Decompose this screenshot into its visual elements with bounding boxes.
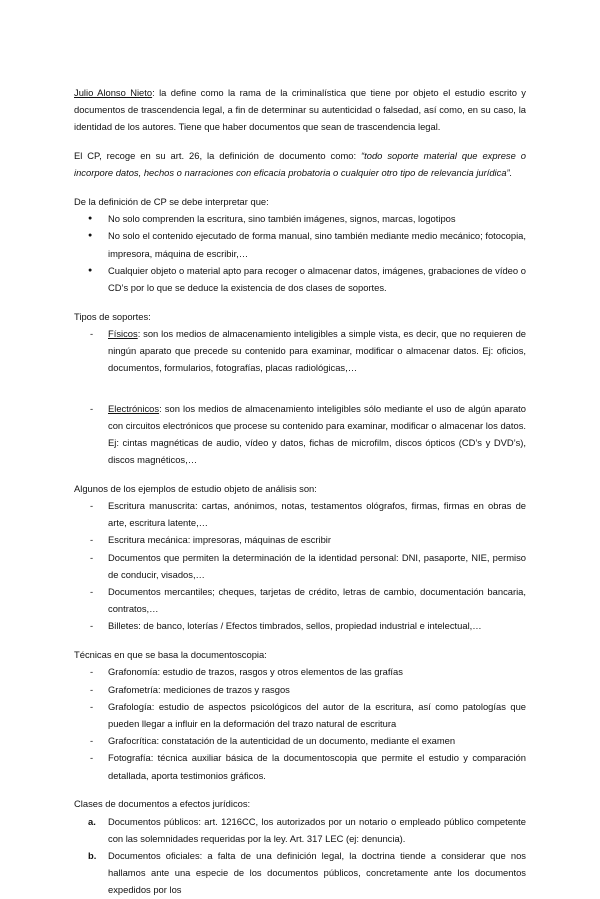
electronicos-text: : son los medios de almacenamiento inteligibles sólo mediante el uso de algún aparato con circuitos electrónicos que procese su contenido para examinar, modificar o almacenar los datos. Ej: cintas magnéticas de audio, vídeo y datos, fichas de microfilm, discos ópticos (CD’s y DVD’s), discos magnéticos,… bbox=[108, 402, 526, 466]
tecnicas-title: Técnicas en que se basa la documentoscopia: bbox=[74, 649, 267, 661]
list-item-electronicos bbox=[74, 400, 526, 469]
cp-intro: De la definición de CP se debe interpretar que: bbox=[74, 196, 269, 208]
list-marker: b. bbox=[88, 849, 97, 861]
cp-lead-text: El CP, recoge en su art. 26, la definición de documento como: bbox=[74, 150, 362, 162]
list-item: - Escritura manuscrita: cartas, anónimos, notas, testamentos ológrafos, firmas, firmas en obras de arte, escritura latente,… bbox=[74, 497, 526, 531]
definition-text: : la define como la rama de la criminalística que tiene por objeto el estudio escrito y documentos de trascendencia legal, a fin de determinar su autenticidad o falsedad, así como, en su caso, la identidad de los autores. Tiene que haber documentos que sean de trascendencia legal. bbox=[74, 87, 526, 133]
list-item: - Grafología: estudio de aspectos psicológicos del autor de la escritura, así como patologías que pueden llegar a influir en la deformación del trazo natural de escritura bbox=[74, 698, 526, 732]
list-item: - Documentos mercantiles; cheques, tarjetas de crédito, letras de cambio, documentación bancaria, contratos,… bbox=[74, 583, 526, 617]
cp-list bbox=[74, 210, 526, 296]
fisicos-label: Físicos bbox=[108, 327, 138, 339]
list-marker: a. bbox=[88, 815, 96, 827]
list-item-fisicos bbox=[74, 325, 526, 377]
cp-quote: “todo soporte material que exprese o incorpore datos, hechos o narraciones con eficacia probatoria o cualquier otro tipo de relevancia jurídica”. bbox=[74, 150, 526, 179]
list-item: ● Cualquier objeto o material apto para recoger o almacenar datos, imágenes, grabaciones de vídeo o CD’s por lo que se deduce la existencia de dos clases de soportes. bbox=[74, 262, 526, 296]
clases-list bbox=[74, 813, 526, 899]
author-name: Julio Alonso Nieto bbox=[74, 87, 153, 98]
tecnicas-list bbox=[74, 663, 526, 783]
clases-title: Clases de documentos a efectos jurídicos: bbox=[74, 798, 251, 810]
list-item: - Documentos que permiten la determinación de la identidad personal: DNI, pasaporte, NIE, permiso de conducir, visados,… bbox=[74, 549, 526, 583]
list-item: - Grafonomía: estudio de trazos, rasgos y otros elementos de las grafías bbox=[74, 663, 526, 680]
list-item: - Fotografía: técnica auxiliar básica de la documentoscopia que permite el estudio y comparación detallada, aporta testimonios gráficos. bbox=[74, 749, 526, 783]
electronicos-label: Electrónicos bbox=[108, 402, 160, 414]
fisicos-text: : son los medios de almacenamiento inteligibles a simple vista, es decir, que no requieren de ningún aparato que precede su contenido para examinar, modificar o almacenar datos. Ej: oficios, documentos, formularios, fotografías, placas radiológicas,… bbox=[108, 327, 526, 374]
document-page bbox=[74, 84, 526, 899]
list-item-text: Documentos oficiales: a falta de una definición legal, la doctrina tiende a considerar que nos hallamos ante una especie de los documentos públicos, concretamente ante los documentos expedidos por los bbox=[108, 849, 526, 896]
list-item bbox=[74, 813, 526, 847]
list-item: - Escritura mecánica: impresoras, máquinas de escribir bbox=[74, 531, 526, 548]
paragraph-cp-article bbox=[74, 147, 526, 181]
list-item: - Grafocrítica: constatación de la autenticidad de un documento, mediante el examen bbox=[74, 732, 526, 749]
soportes-title: Tipos de soportes: bbox=[74, 310, 151, 322]
soportes-list bbox=[74, 325, 526, 377]
list-item: - Billetes: de banco, loterías / Efectos timbrados, sellos, propiedad industrial e intelectual,… bbox=[74, 617, 526, 634]
list-item-text: Documentos públicos: art. 1216CC, los autorizados por un notario o empleado público competente con las solemnidades requeridas por la ley. Art. 317 LEC (ej: denuncia). bbox=[108, 815, 526, 844]
list-item: ● No solo el contenido ejecutado de forma manual, sino también mediante medio mecánico; fotocopia, impresora, máquina de escribir,… bbox=[74, 227, 526, 261]
ejemplos-title: Algunos de los ejemplos de estudio objeto de análisis son: bbox=[74, 482, 317, 494]
list-item: ● No solo comprenden la escritura, sino también imágenes, signos, marcas, logotipos bbox=[74, 210, 526, 227]
list-item: - Grafometría: mediciones de trazos y rasgos bbox=[74, 681, 526, 698]
list-item bbox=[74, 847, 526, 899]
soportes-list-2 bbox=[74, 400, 526, 469]
paragraph-definition bbox=[74, 84, 526, 136]
ejemplos-list bbox=[74, 497, 526, 635]
